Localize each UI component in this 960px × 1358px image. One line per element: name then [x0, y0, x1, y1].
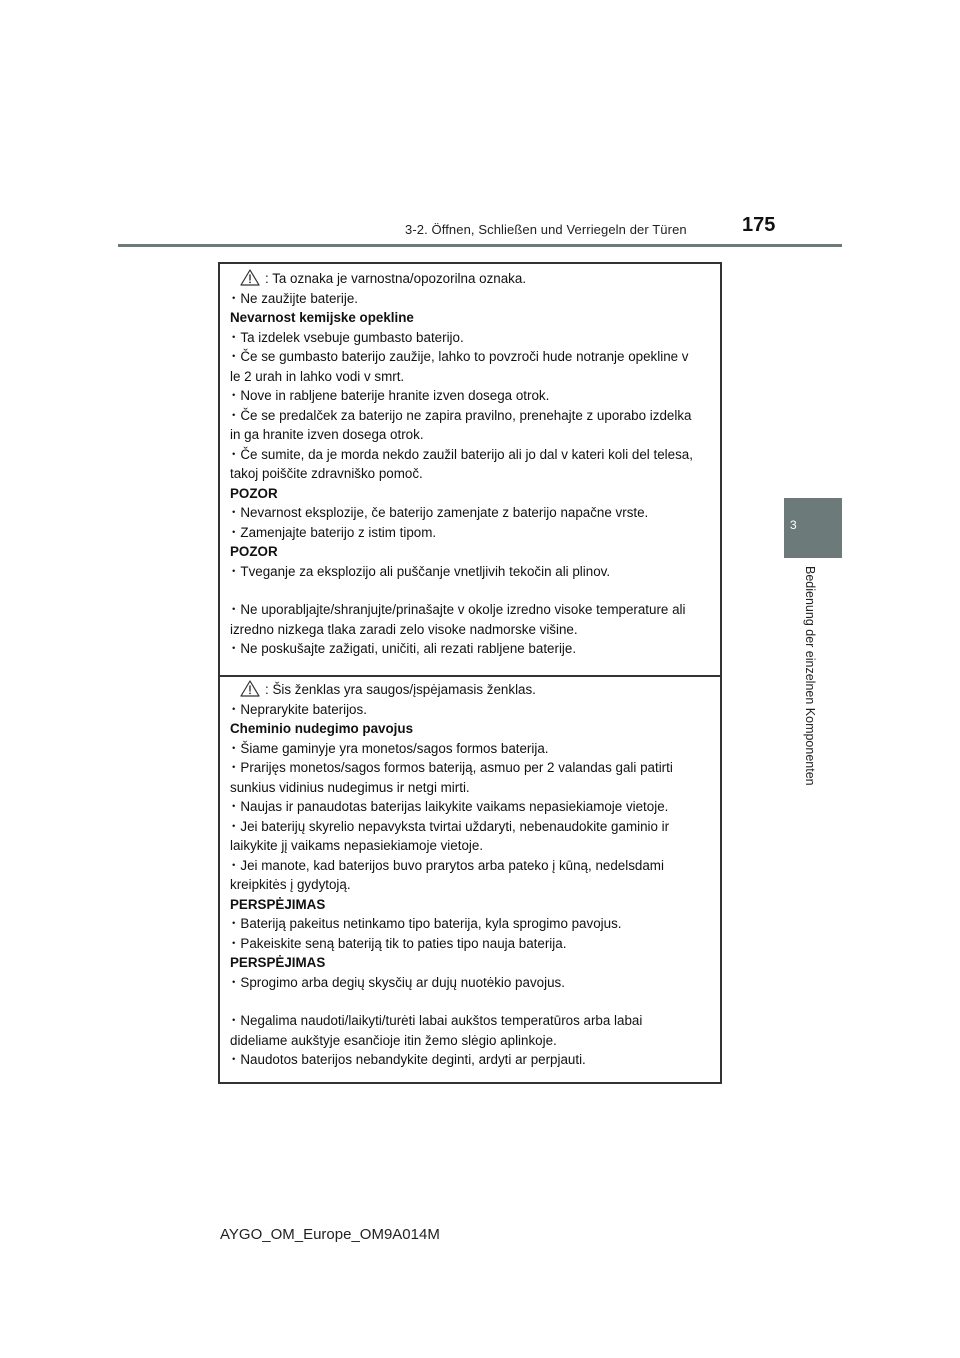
bullet-line: ・ Nove in rabljene baterije hranite izven dosega otrok.	[230, 386, 714, 406]
warning-triangle-icon	[240, 680, 260, 697]
section-heading: PERSPĖJIMAS	[230, 896, 326, 912]
bullet-line: ・ Negalima naudoti/laikyti/turėti labai aukštos temperatūros arba labai	[230, 1011, 714, 1031]
page-number: 175	[742, 214, 776, 236]
bullet-line: ・ Sprogimo arba degių skysčių ar dujų nuotėkio pavojus.	[230, 973, 714, 993]
bullet-line: ・ Ta izdelek vsebuje gumbasto baterijo.	[230, 328, 714, 348]
bullet-line: ・ Pakeiskite seną bateriją tik to paties tipo nauja baterija.	[230, 934, 714, 954]
bullet-line: ・ Zamenjajte baterijo z istim tipom.	[230, 523, 714, 543]
intro-line	[230, 680, 714, 700]
intro-text: : Šis ženklas yra saugos/įspėjamasis ženklas.	[265, 682, 536, 697]
bullet-line: ・ Če se predalček za baterijo ne zapira pravilno, prenehajte z uporabo izdelka	[230, 406, 714, 426]
bullet-line: ・ Če sumite, da je morda nekdo zaužil baterijo ali jo dal v kateri koli del telesa,	[230, 445, 714, 465]
continuation-line: izredno nizkega tlaka zaradi zelo visoke nadmorske višine.	[230, 621, 578, 637]
section-heading: POZOR	[230, 485, 278, 501]
bullet-line: ・ Tveganje za eksplozijo ali puščanje vnetljivih tekočin ali plinov.	[230, 562, 714, 582]
bullet-line: ・ Jei manote, kad baterijos buvo prarytos arba pateko į kūną, nedelsdami	[230, 856, 714, 876]
section-title: 3-2. Öffnen, Schließen und Verriegeln der Türen	[405, 222, 687, 237]
bullet-line: ・ Ne zaužijte baterije.	[230, 289, 714, 309]
warning-triangle-icon	[240, 269, 260, 286]
document-code: AYGO_OM_Europe_OM9A014M	[220, 1226, 440, 1243]
bullet-line: ・ Bateriją pakeitus netinkamo tipo baterija, kyla sprogimo pavojus.	[230, 914, 714, 934]
bullet-line: ・ Prarijęs monetos/sagos formos bateriją, asmuo per 2 valandas gali patirti	[230, 758, 714, 778]
bullet-line: ・ Naudotos baterijos nebandykite deginti, ardyti ar perpjauti.	[230, 1050, 714, 1070]
language-divider	[220, 675, 720, 677]
bullet-line: ・ Neprarykite baterijos.	[230, 700, 714, 720]
bullet-line: ・ Jei baterijų skyrelio nepavyksta tvirtai uždaryti, nebenaudokite gaminio ir	[230, 817, 714, 837]
continuation-line: le 2 urah in lahko vodi v smrt.	[230, 368, 405, 384]
bullet-line: ・ Če se gumbasto baterijo zaužije, lahko to povzroči hude notranje opekline v	[230, 347, 714, 367]
warning-block-slovenian	[230, 269, 714, 659]
continuation-line: kreipkitės į gydytoją.	[230, 877, 351, 892]
continuation-line: in ga hranite izven dosega otrok.	[230, 427, 424, 442]
continuation-line: laikykite jį vaikams nepasiekiamoje vietoje.	[230, 838, 484, 853]
battery-warning-box	[218, 262, 722, 1084]
header-divider	[118, 244, 842, 247]
warning-block-lithuanian	[230, 680, 714, 1070]
continuation-line: takoj poiščite zdravniško pomoč.	[230, 466, 423, 481]
chapter-title: Bedienung der einzelnen Komponenten	[803, 566, 817, 786]
bullet-line: ・ Ne poskušajte zažigati, uničiti, ali rezati rabljene baterije.	[230, 639, 714, 659]
section-heading: Nevarnost kemijske opekline	[230, 310, 414, 325]
section-heading: Cheminio nudegimo pavojus	[230, 721, 414, 736]
intro-text: : Ta oznaka je varnostna/opozorilna oznaka.	[265, 271, 527, 286]
bullet-line: ・ Šiame gaminyje yra monetos/sagos formos baterija.	[230, 739, 714, 759]
continuation-line: dideliame aukštyje esančioje itin žemo slėgio aplinkoje.	[230, 1032, 557, 1048]
bullet-line: ・ Nevarnost eksplozije, če baterijo zamenjate z baterijo napačne vrste.	[230, 503, 714, 523]
spacer	[230, 992, 714, 1011]
chapter-number: 3	[790, 518, 797, 532]
intro-line	[230, 269, 714, 289]
section-heading: POZOR	[230, 544, 278, 559]
continuation-line: sunkius vidinius nudegimus ir netgi mirti.	[230, 779, 470, 795]
bullet-line: ・ Naujas ir panaudotas baterijas laikykite vaikams nepasiekiamoje vietoje.	[230, 797, 714, 817]
bullet-line: ・ Ne uporabljajte/shranjujte/prinašajte v okolje izredno visoke temperature ali	[230, 600, 714, 620]
section-heading: PERSPĖJIMAS	[230, 955, 326, 970]
spacer	[230, 581, 714, 600]
